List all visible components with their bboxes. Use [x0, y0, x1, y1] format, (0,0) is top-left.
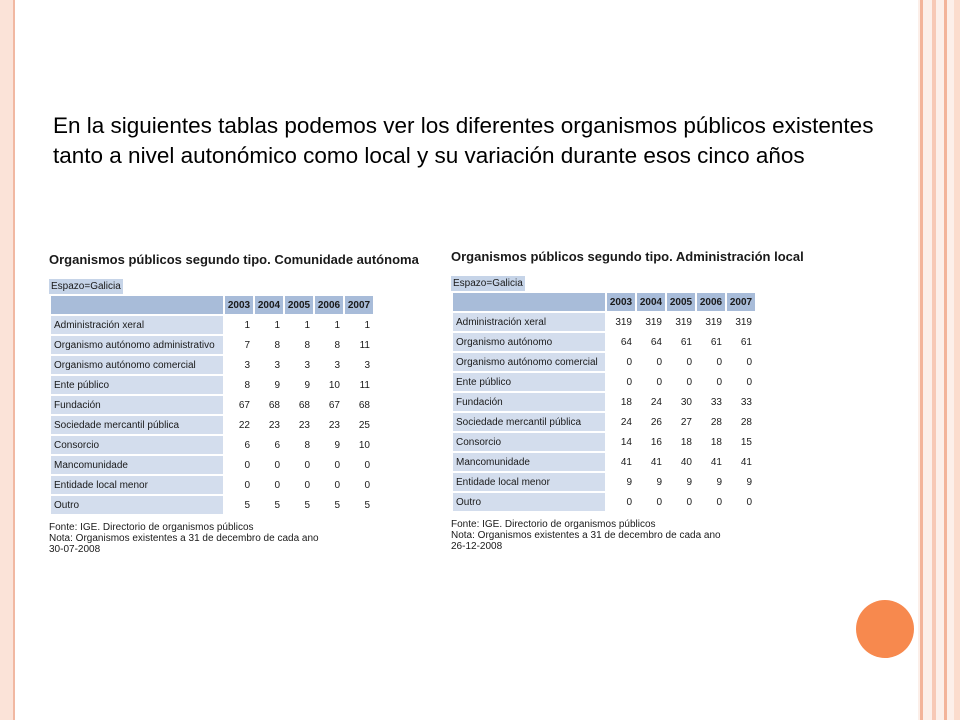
value-cell: 319 — [607, 313, 635, 331]
table-row — [51, 416, 373, 434]
row-label: Organismo autónomo — [453, 333, 605, 351]
value-cell: 5 — [345, 496, 373, 514]
value-cell: 9 — [727, 473, 755, 491]
date-line: 26-12-2008 — [451, 541, 503, 552]
slide-right-border — [918, 0, 960, 720]
table-row — [453, 333, 755, 351]
value-cell: 8 — [285, 436, 313, 454]
value-cell: 319 — [637, 313, 665, 331]
row-label: Outro — [453, 493, 605, 511]
table-row — [453, 493, 755, 511]
value-cell: 9 — [637, 473, 665, 491]
value-cell: 5 — [285, 496, 313, 514]
year-header-2004: 2004 — [255, 296, 283, 314]
value-cell: 25 — [345, 416, 373, 434]
left-table-filter: Espazo=Galicia — [51, 281, 121, 292]
value-cell: 0 — [345, 456, 373, 474]
value-cell: 64 — [607, 333, 635, 351]
table-row — [453, 413, 755, 431]
value-cell: 30 — [667, 393, 695, 411]
row-label: Outro — [51, 496, 223, 514]
value-cell: 319 — [667, 313, 695, 331]
value-cell: 7 — [225, 336, 253, 354]
value-cell: 18 — [667, 433, 695, 451]
value-cell: 68 — [345, 396, 373, 414]
value-cell: 9 — [697, 473, 725, 491]
row-label: Fundación — [51, 396, 223, 414]
value-cell: 9 — [285, 376, 313, 394]
year-header-2004: 2004 — [637, 293, 665, 311]
year-header-2007: 2007 — [727, 293, 755, 311]
right-data-table — [451, 291, 757, 513]
value-cell: 9 — [315, 436, 343, 454]
value-cell: 28 — [727, 413, 755, 431]
left-data-table — [49, 294, 375, 516]
table-row — [51, 356, 373, 374]
value-cell: 11 — [345, 336, 373, 354]
value-cell: 41 — [637, 453, 665, 471]
value-cell: 10 — [345, 436, 373, 454]
value-cell: 1 — [225, 316, 253, 334]
header-row — [453, 293, 755, 311]
date-line: 30-07-2008 — [49, 544, 101, 555]
header-blank-cell — [51, 296, 223, 314]
left-table-panel — [49, 252, 419, 555]
value-cell: 0 — [607, 493, 635, 511]
value-cell: 5 — [255, 496, 283, 514]
value-cell: 61 — [667, 333, 695, 351]
value-cell: 3 — [255, 356, 283, 374]
value-cell: 8 — [285, 336, 313, 354]
value-cell: 8 — [255, 336, 283, 354]
value-cell: 10 — [315, 376, 343, 394]
table-row — [453, 393, 755, 411]
table-row — [453, 353, 755, 371]
year-header-2006: 2006 — [697, 293, 725, 311]
row-label: Administración xeral — [51, 316, 223, 334]
header-row — [51, 296, 373, 314]
intro-text: En la siguientes tablas podemos ver los diferentes organismos públicos existentes tanto a nivel autonómico como local y su variación durante esos cinco años — [53, 113, 874, 168]
value-cell: 0 — [225, 456, 253, 474]
value-cell: 0 — [255, 456, 283, 474]
value-cell: 41 — [697, 453, 725, 471]
row-label: Sociedade mercantil pública — [51, 416, 223, 434]
value-cell: 5 — [225, 496, 253, 514]
value-cell: 0 — [667, 353, 695, 371]
value-cell: 0 — [697, 353, 725, 371]
value-cell: 9 — [667, 473, 695, 491]
value-cell: 3 — [285, 356, 313, 374]
row-label: Consorcio — [51, 436, 223, 454]
row-label: Consorcio — [453, 433, 605, 451]
table-row — [51, 376, 373, 394]
value-cell: 0 — [607, 353, 635, 371]
value-cell: 68 — [255, 396, 283, 414]
value-cell: 33 — [697, 393, 725, 411]
value-cell: 5 — [315, 496, 343, 514]
value-cell: 22 — [225, 416, 253, 434]
value-cell: 11 — [345, 376, 373, 394]
value-cell: 40 — [667, 453, 695, 471]
value-cell: 0 — [315, 456, 343, 474]
value-cell: 26 — [637, 413, 665, 431]
value-cell: 41 — [607, 453, 635, 471]
row-label: Ente público — [51, 376, 223, 394]
value-cell: 1 — [315, 316, 343, 334]
value-cell: 18 — [697, 433, 725, 451]
value-cell: 0 — [727, 373, 755, 391]
right-table-title: Organismos públicos segundo tipo. Administración local — [451, 249, 804, 264]
table-row — [51, 496, 373, 514]
value-cell: 0 — [727, 493, 755, 511]
value-cell: 61 — [727, 333, 755, 351]
value-cell: 8 — [225, 376, 253, 394]
value-cell: 28 — [697, 413, 725, 431]
row-label: Organismo autónomo comercial — [51, 356, 223, 374]
table-row — [51, 436, 373, 454]
note-line: Nota: Organismos existentes a 31 de decembro de cada ano — [451, 530, 721, 541]
row-label: Sociedade mercantil pública — [453, 413, 605, 431]
year-header-2005: 2005 — [667, 293, 695, 311]
right-table-panel — [451, 249, 804, 552]
source-line: Fonte: IGE. Directorio de organismos públicos — [451, 519, 656, 530]
table-row — [453, 433, 755, 451]
value-cell: 24 — [637, 393, 665, 411]
value-cell: 0 — [637, 353, 665, 371]
year-header-2006: 2006 — [315, 296, 343, 314]
row-label: Organismo autónomo comercial — [453, 353, 605, 371]
value-cell: 23 — [255, 416, 283, 434]
value-cell: 3 — [225, 356, 253, 374]
value-cell: 67 — [315, 396, 343, 414]
right-table-source — [451, 519, 804, 552]
row-label: Entidade local menor — [453, 473, 605, 491]
value-cell: 8 — [315, 336, 343, 354]
value-cell: 27 — [667, 413, 695, 431]
value-cell: 24 — [607, 413, 635, 431]
value-cell: 33 — [727, 393, 755, 411]
row-label: Administración xeral — [453, 313, 605, 331]
value-cell: 0 — [225, 476, 253, 494]
source-line: Fonte: IGE. Directorio de organismos públicos — [49, 522, 254, 533]
value-cell: 23 — [315, 416, 343, 434]
value-cell: 0 — [697, 373, 725, 391]
row-label: Mancomunidade — [51, 456, 223, 474]
row-label: Fundación — [453, 393, 605, 411]
value-cell: 6 — [225, 436, 253, 454]
value-cell: 0 — [607, 373, 635, 391]
value-cell: 0 — [285, 476, 313, 494]
year-header-2003: 2003 — [225, 296, 253, 314]
value-cell: 0 — [315, 476, 343, 494]
value-cell: 0 — [255, 476, 283, 494]
row-label: Mancomunidade — [453, 453, 605, 471]
value-cell: 9 — [255, 376, 283, 394]
value-cell: 1 — [345, 316, 373, 334]
row-label: Entidade local menor — [51, 476, 223, 494]
value-cell: 0 — [667, 493, 695, 511]
value-cell: 64 — [637, 333, 665, 351]
row-label: Organismo autónomo administrativo — [51, 336, 223, 354]
value-cell: 41 — [727, 453, 755, 471]
year-header-2007: 2007 — [345, 296, 373, 314]
year-header-2003: 2003 — [607, 293, 635, 311]
value-cell: 3 — [345, 356, 373, 374]
header-blank-cell — [453, 293, 605, 311]
value-cell: 6 — [255, 436, 283, 454]
year-header-2005: 2005 — [285, 296, 313, 314]
slide-left-border — [0, 0, 15, 720]
table-row — [51, 456, 373, 474]
value-cell: 23 — [285, 416, 313, 434]
table-row — [453, 473, 755, 491]
value-cell: 16 — [637, 433, 665, 451]
value-cell: 9 — [607, 473, 635, 491]
note-line: Nota: Organismos existentes a 31 de decembro de cada ano — [49, 533, 319, 544]
row-label: Ente público — [453, 373, 605, 391]
value-cell: 15 — [727, 433, 755, 451]
value-cell: 1 — [285, 316, 313, 334]
value-cell: 0 — [697, 493, 725, 511]
value-cell: 319 — [697, 313, 725, 331]
value-cell: 0 — [345, 476, 373, 494]
value-cell: 0 — [637, 373, 665, 391]
decorative-circle — [856, 600, 914, 658]
table-row — [51, 316, 373, 334]
table-row — [51, 336, 373, 354]
right-table-filter: Espazo=Galicia — [453, 278, 523, 289]
table-row — [453, 453, 755, 471]
table-row — [453, 373, 755, 391]
table-row — [51, 396, 373, 414]
table-row — [51, 476, 373, 494]
value-cell: 61 — [697, 333, 725, 351]
value-cell: 0 — [667, 373, 695, 391]
value-cell: 319 — [727, 313, 755, 331]
left-table-title: Organismos públicos segundo tipo. Comunidade autónoma — [49, 252, 419, 267]
value-cell: 1 — [255, 316, 283, 334]
value-cell: 0 — [637, 493, 665, 511]
value-cell: 14 — [607, 433, 635, 451]
value-cell: 18 — [607, 393, 635, 411]
value-cell: 0 — [285, 456, 313, 474]
value-cell: 68 — [285, 396, 313, 414]
table-row — [453, 313, 755, 331]
left-table-source — [49, 522, 419, 555]
value-cell: 67 — [225, 396, 253, 414]
value-cell: 3 — [315, 356, 343, 374]
value-cell: 0 — [727, 353, 755, 371]
